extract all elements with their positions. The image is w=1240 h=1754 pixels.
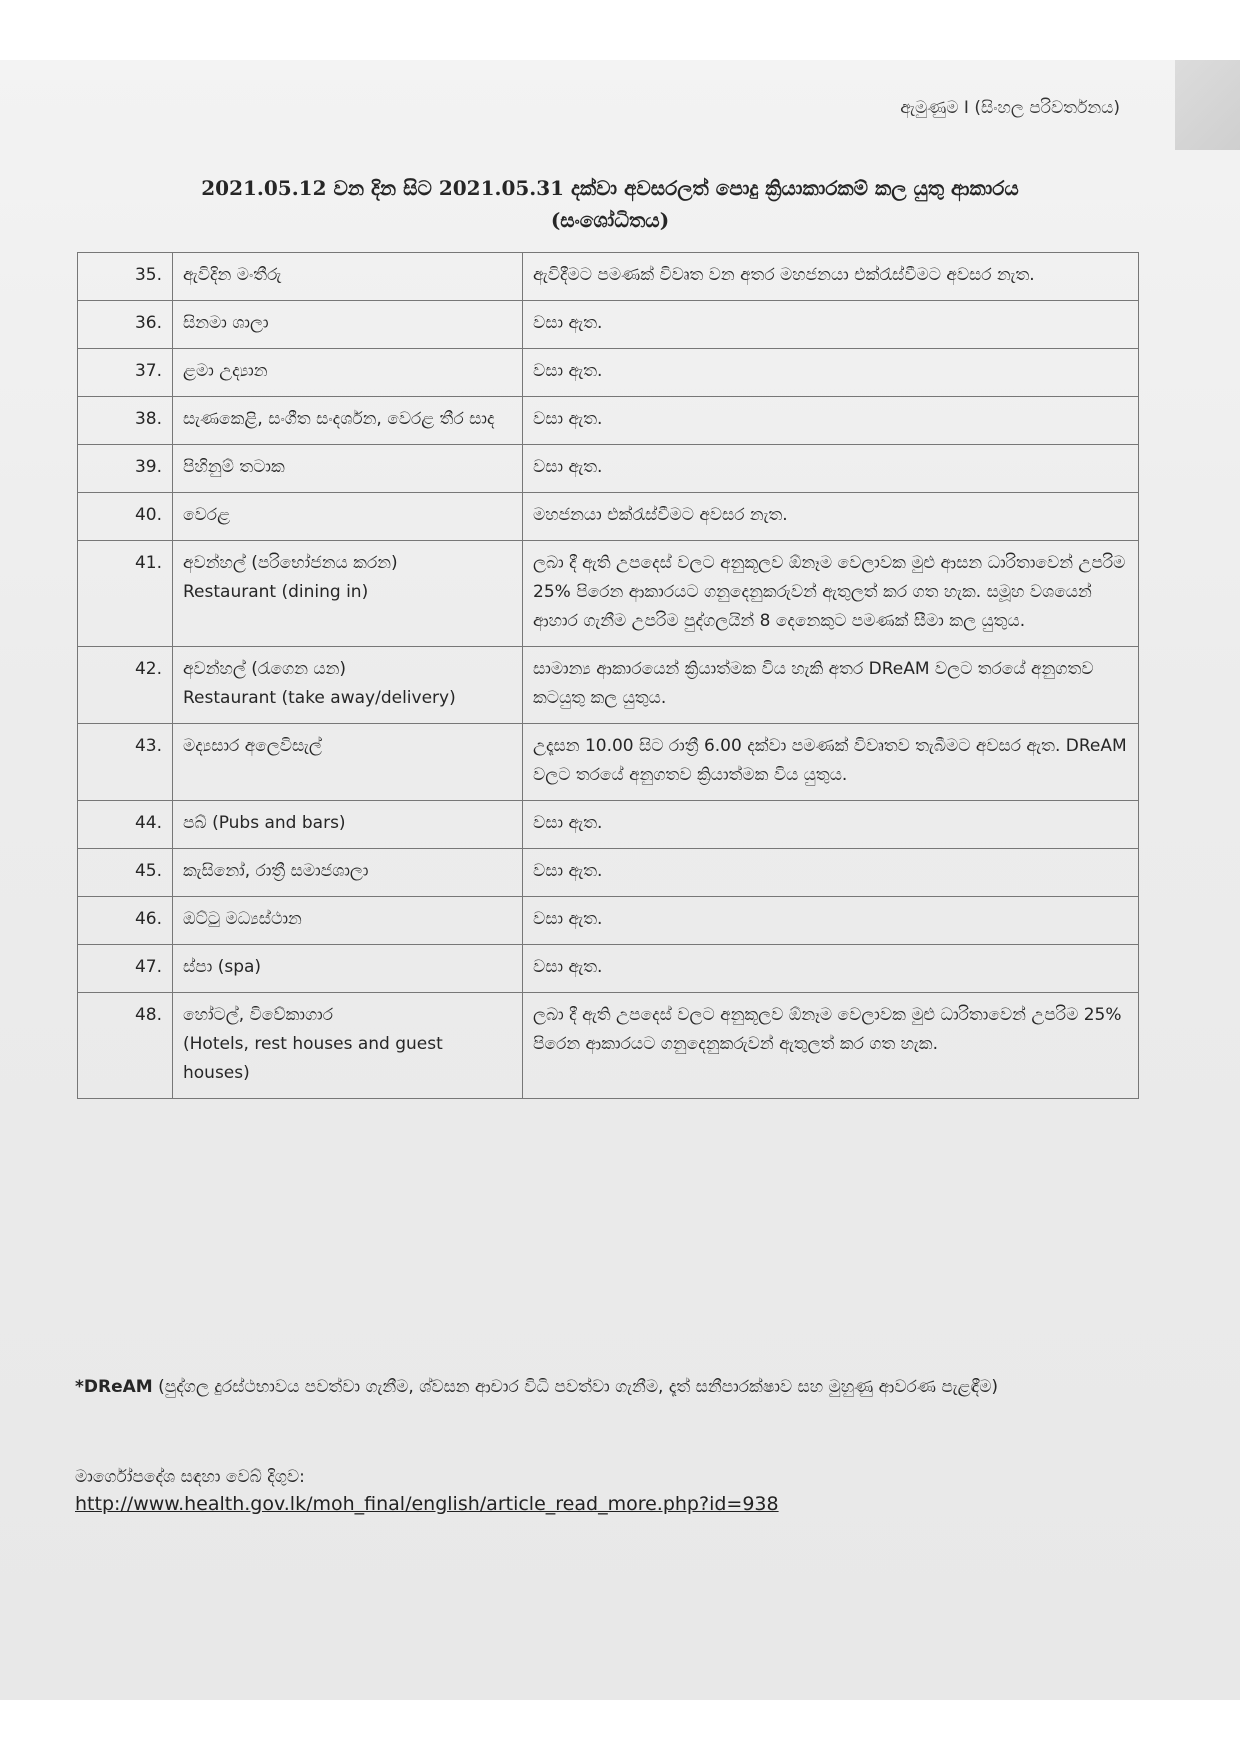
row-number: 41.: [78, 541, 173, 647]
page-edge-fold: [1175, 60, 1240, 150]
facility-cell: [173, 397, 523, 445]
document-title: [100, 172, 1120, 236]
status-cell: වසා ඇත.: [523, 397, 1139, 445]
facility-name-english: Restaurant (take away/delivery): [183, 688, 456, 708]
dream-label: *DReAM: [75, 1377, 153, 1397]
facility-cell: [173, 897, 523, 945]
facility-name: පබ් (Pubs and bars): [183, 813, 346, 833]
table-row: [78, 897, 1139, 945]
facility-cell: [173, 493, 523, 541]
facility-name: ඇවිදින මංතීරු: [183, 265, 282, 285]
status-cell: වසා ඇත.: [523, 849, 1139, 897]
table-row: [78, 993, 1139, 1099]
facility-name: වෙරළ: [183, 505, 231, 525]
row-number: 37.: [78, 349, 173, 397]
table-row: [78, 647, 1139, 724]
facility-cell: [173, 945, 523, 993]
row-number: 44.: [78, 801, 173, 849]
activities-table-body: [78, 253, 1139, 1099]
status-cell: වසා ඇත.: [523, 349, 1139, 397]
table-row: [78, 301, 1139, 349]
row-number: 43.: [78, 724, 173, 801]
annex-label: ඇමුණුම I (සිංහල පරිවර්තනය): [900, 98, 1120, 118]
table-row: [78, 945, 1139, 993]
facility-name: කැසිනෝ, රාත්‍රී සමාජශාලා: [183, 861, 369, 881]
page-bottom-margin: [0, 1700, 1240, 1754]
status-cell: ලබා දී ඇති උපදෙස් වලට අනුකූලව ඕනෑම වෙලාවක මුළු ආසන ධාරිතාවෙන් උපරිම 25% පිරෙන ආකාරයට ගනුදෙනුකරුවන් ඇතුලත් කර ගත හැක. සමූහ වශයෙන් ආහාර ගැනීම උපරිම පුද්ගලයින් 8 දෙනෙකුට පමණක් සීමා කල යුතුය.: [523, 541, 1139, 647]
row-number: 42.: [78, 647, 173, 724]
table-row: [78, 493, 1139, 541]
guidelines-link[interactable]: http://www.health.gov.lk/moh_final/english/article_read_more.php?id=938: [75, 1493, 779, 1515]
status-cell: ඇවිදීමට පමණක් විවෘත වන අතර මහජනයා එක්රැස්වීමට අවසර නැත.: [523, 253, 1139, 301]
facility-cell: [173, 647, 523, 724]
activities-table: [77, 252, 1139, 1099]
status-cell: වසා ඇත.: [523, 445, 1139, 493]
dream-definition: (පුද්ගල දුරස්ථභාවය පවත්වා ගැනීම, ශ්වසන ආචාර විධි පවත්වා ගැනීම, දෑත් සනීපාරක්ෂාව සහ මුහුණු ආවරණ පැළඳීම): [158, 1377, 999, 1397]
facility-cell: [173, 253, 523, 301]
facility-name-english: (Hotels, rest houses and guest houses): [183, 1034, 443, 1083]
row-number: 39.: [78, 445, 173, 493]
table-row: [78, 801, 1139, 849]
facility-name: පිහිනුම් තටාක: [183, 457, 285, 477]
facility-cell: [173, 541, 523, 647]
table-row: [78, 349, 1139, 397]
facility-name: සිනමා ශාලා: [183, 313, 269, 333]
title-line-2: (සංශෝධිතය): [550, 208, 670, 232]
status-cell: උදෑසන 10.00 සිට රාත්‍රී 6.00 දක්වා පමණක් විවෘතව තැබීමට අවසර ඇත. DReAM වලට තරයේ අනුගතව ක්‍රියාත්මක විය යුතුය.: [523, 724, 1139, 801]
status-cell: වසා ඇත.: [523, 301, 1139, 349]
row-number: 46.: [78, 897, 173, 945]
facility-name: ළමා උද්‍යාන: [183, 361, 268, 381]
facility-cell: [173, 445, 523, 493]
status-cell: වසා ඇත.: [523, 897, 1139, 945]
page-top-margin: [0, 0, 1240, 60]
guidelines-label: මාර්ගෝපදේශ සඳහා වෙබ් දිගුව:: [75, 1467, 305, 1487]
facility-name: හෝටල්, විවේකාගාර: [183, 1005, 333, 1025]
facility-cell: [173, 724, 523, 801]
table-row: [78, 541, 1139, 647]
facility-cell: [173, 301, 523, 349]
dream-footnote: [75, 1372, 1125, 1402]
table-row: [78, 253, 1139, 301]
facility-cell: [173, 349, 523, 397]
facility-name-english: Restaurant (dining in): [183, 582, 369, 602]
row-number: 48.: [78, 993, 173, 1099]
title-line-1: 2021.05.12 වන දින සිට 2021.05.31 දක්වා අවසරලත් පොදු ක්‍රියාකාරකම් කල යුතු ආකාරය: [201, 176, 1019, 200]
status-cell: මහජනයා එක්රැස්වීමට අවසර නැත.: [523, 493, 1139, 541]
row-number: 36.: [78, 301, 173, 349]
facility-name: සැණකෙළි, සංගීත සංදර්ශන, වෙරළ තීර සාද: [183, 409, 495, 429]
facility-cell: [173, 993, 523, 1099]
row-number: 47.: [78, 945, 173, 993]
row-number: 35.: [78, 253, 173, 301]
status-cell: ලබා දී ඇති උපදෙස් වලට අනුකූලව ඕනෑම වෙලාවක මුළු ධාරිතාවෙන් උපරිම 25% පිරෙන ආකාරයට ගනුදෙනුකරුවන් ඇතුලත් කර ගත හැක.: [523, 993, 1139, 1099]
row-number: 45.: [78, 849, 173, 897]
facility-name: අවන්හල් (පරිභෝජනය කරන): [183, 553, 398, 573]
facility-name: අවන්හල් (රැගෙන යන): [183, 659, 347, 679]
facility-cell: [173, 801, 523, 849]
status-cell: වසා ඇත.: [523, 945, 1139, 993]
table-row: [78, 397, 1139, 445]
table-row: [78, 849, 1139, 897]
status-cell: සාමාන්‍ය ආකාරයෙන් ක්‍රියාත්මක විය හැකි අතර DReAM වලට තරයේ අනුගතව කටයුතු කල යුතුය.: [523, 647, 1139, 724]
facility-cell: [173, 849, 523, 897]
table-row: [78, 724, 1139, 801]
facility-name: ඔට්ටු මධ්‍යස්ථාන: [183, 909, 302, 929]
status-cell: වසා ඇත.: [523, 801, 1139, 849]
table-row: [78, 445, 1139, 493]
facility-name: ස්පා (spa): [183, 957, 262, 977]
row-number: 38.: [78, 397, 173, 445]
facility-name: මද්‍යසාර අලෙවිසැල්: [183, 736, 322, 756]
row-number: 40.: [78, 493, 173, 541]
